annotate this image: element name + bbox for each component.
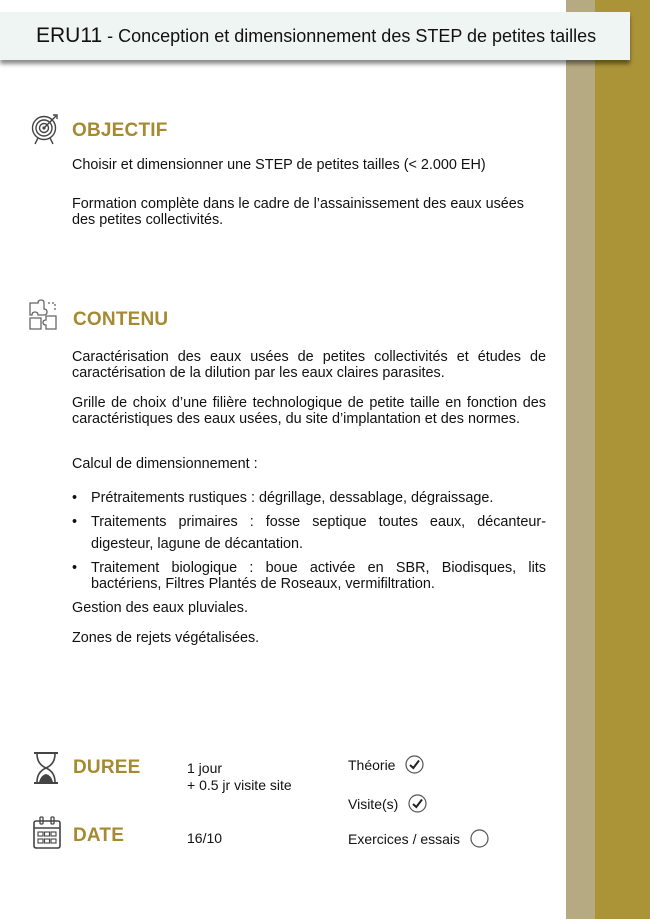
contenu-paragraph: Zones de rejets végétalisées. bbox=[72, 630, 260, 646]
format-label: Exercices / essais bbox=[348, 831, 461, 848]
course-code: ERU11 bbox=[36, 24, 103, 47]
list-item-text: Prétraitements rustiques : dégrillage, dessablage, dégraissage. bbox=[91, 490, 494, 506]
format-label: Visite(s) bbox=[348, 796, 399, 813]
date-value: 16/10 bbox=[187, 830, 223, 846]
contenu-paragraph: Caractérisation des eaux usées de petites collectivités et études de caractérisation de la dilution par les eaux claires parasites. bbox=[72, 349, 546, 381]
course-title: Conception et dimensionnement des STEP de petites tailles bbox=[118, 25, 597, 46]
check-circle-icon bbox=[408, 794, 427, 817]
duree-line2: + 0.5 jr visite site bbox=[187, 777, 292, 793]
contenu-paragraph: Gestion des eaux pluviales. bbox=[72, 600, 248, 616]
duree-title: DUREE bbox=[73, 757, 141, 778]
duree-line1: 1 jour bbox=[187, 760, 223, 776]
side-stripe-dark bbox=[595, 0, 650, 919]
calendar-icon bbox=[32, 816, 62, 850]
contenu-paragraph: Calcul de dimensionnement : bbox=[72, 456, 258, 472]
objectif-paragraph: Formation complète dans le cadre de l’assainissement des eaux usées des petites collectivités. bbox=[72, 196, 524, 228]
date-title: DATE bbox=[73, 825, 125, 846]
header-separator: - bbox=[102, 25, 119, 46]
page-header bbox=[0, 12, 630, 60]
contenu-title: CONTENU bbox=[73, 309, 169, 330]
objectif-title: OBJECTIF bbox=[72, 120, 168, 141]
contenu-paragraph: Grille de choix d’une filière technologique de petite taille en fonction des caractéristiques des eaux usées, du site d’implantation et des normes. bbox=[72, 395, 546, 427]
objectif-paragraph: Choisir et dimensionner une STEP de petites tailles (< 2.000 EH) bbox=[72, 157, 486, 173]
bullet-dot: • bbox=[72, 514, 78, 530]
empty-circle-icon bbox=[470, 829, 489, 852]
format-visite bbox=[348, 794, 427, 817]
format-exercices bbox=[348, 829, 489, 852]
side-stripe-light bbox=[566, 0, 595, 919]
puzzle-icon bbox=[27, 299, 59, 331]
bullet-dot: • bbox=[72, 490, 78, 506]
list-item-text: Traitement biologique : boue activée en SBR, Biodisques, lits bactériens, Filtres Plantés de Roseaux, vermifiltration. bbox=[91, 560, 546, 592]
bullet-list bbox=[72, 490, 546, 597]
check-circle-icon bbox=[405, 755, 424, 778]
hourglass-icon bbox=[32, 751, 60, 785]
list-item bbox=[72, 511, 546, 555]
list-item bbox=[72, 490, 546, 506]
list-item-text: Traitements primaires : fosse septique toutes eaux, décanteur-digesteur, lagune de décantation. bbox=[91, 514, 546, 552]
target-icon bbox=[30, 113, 60, 145]
bullet-dot: • bbox=[72, 560, 78, 576]
format-theorie bbox=[348, 755, 424, 778]
list-item bbox=[72, 560, 546, 592]
format-label: Théorie bbox=[348, 757, 396, 774]
